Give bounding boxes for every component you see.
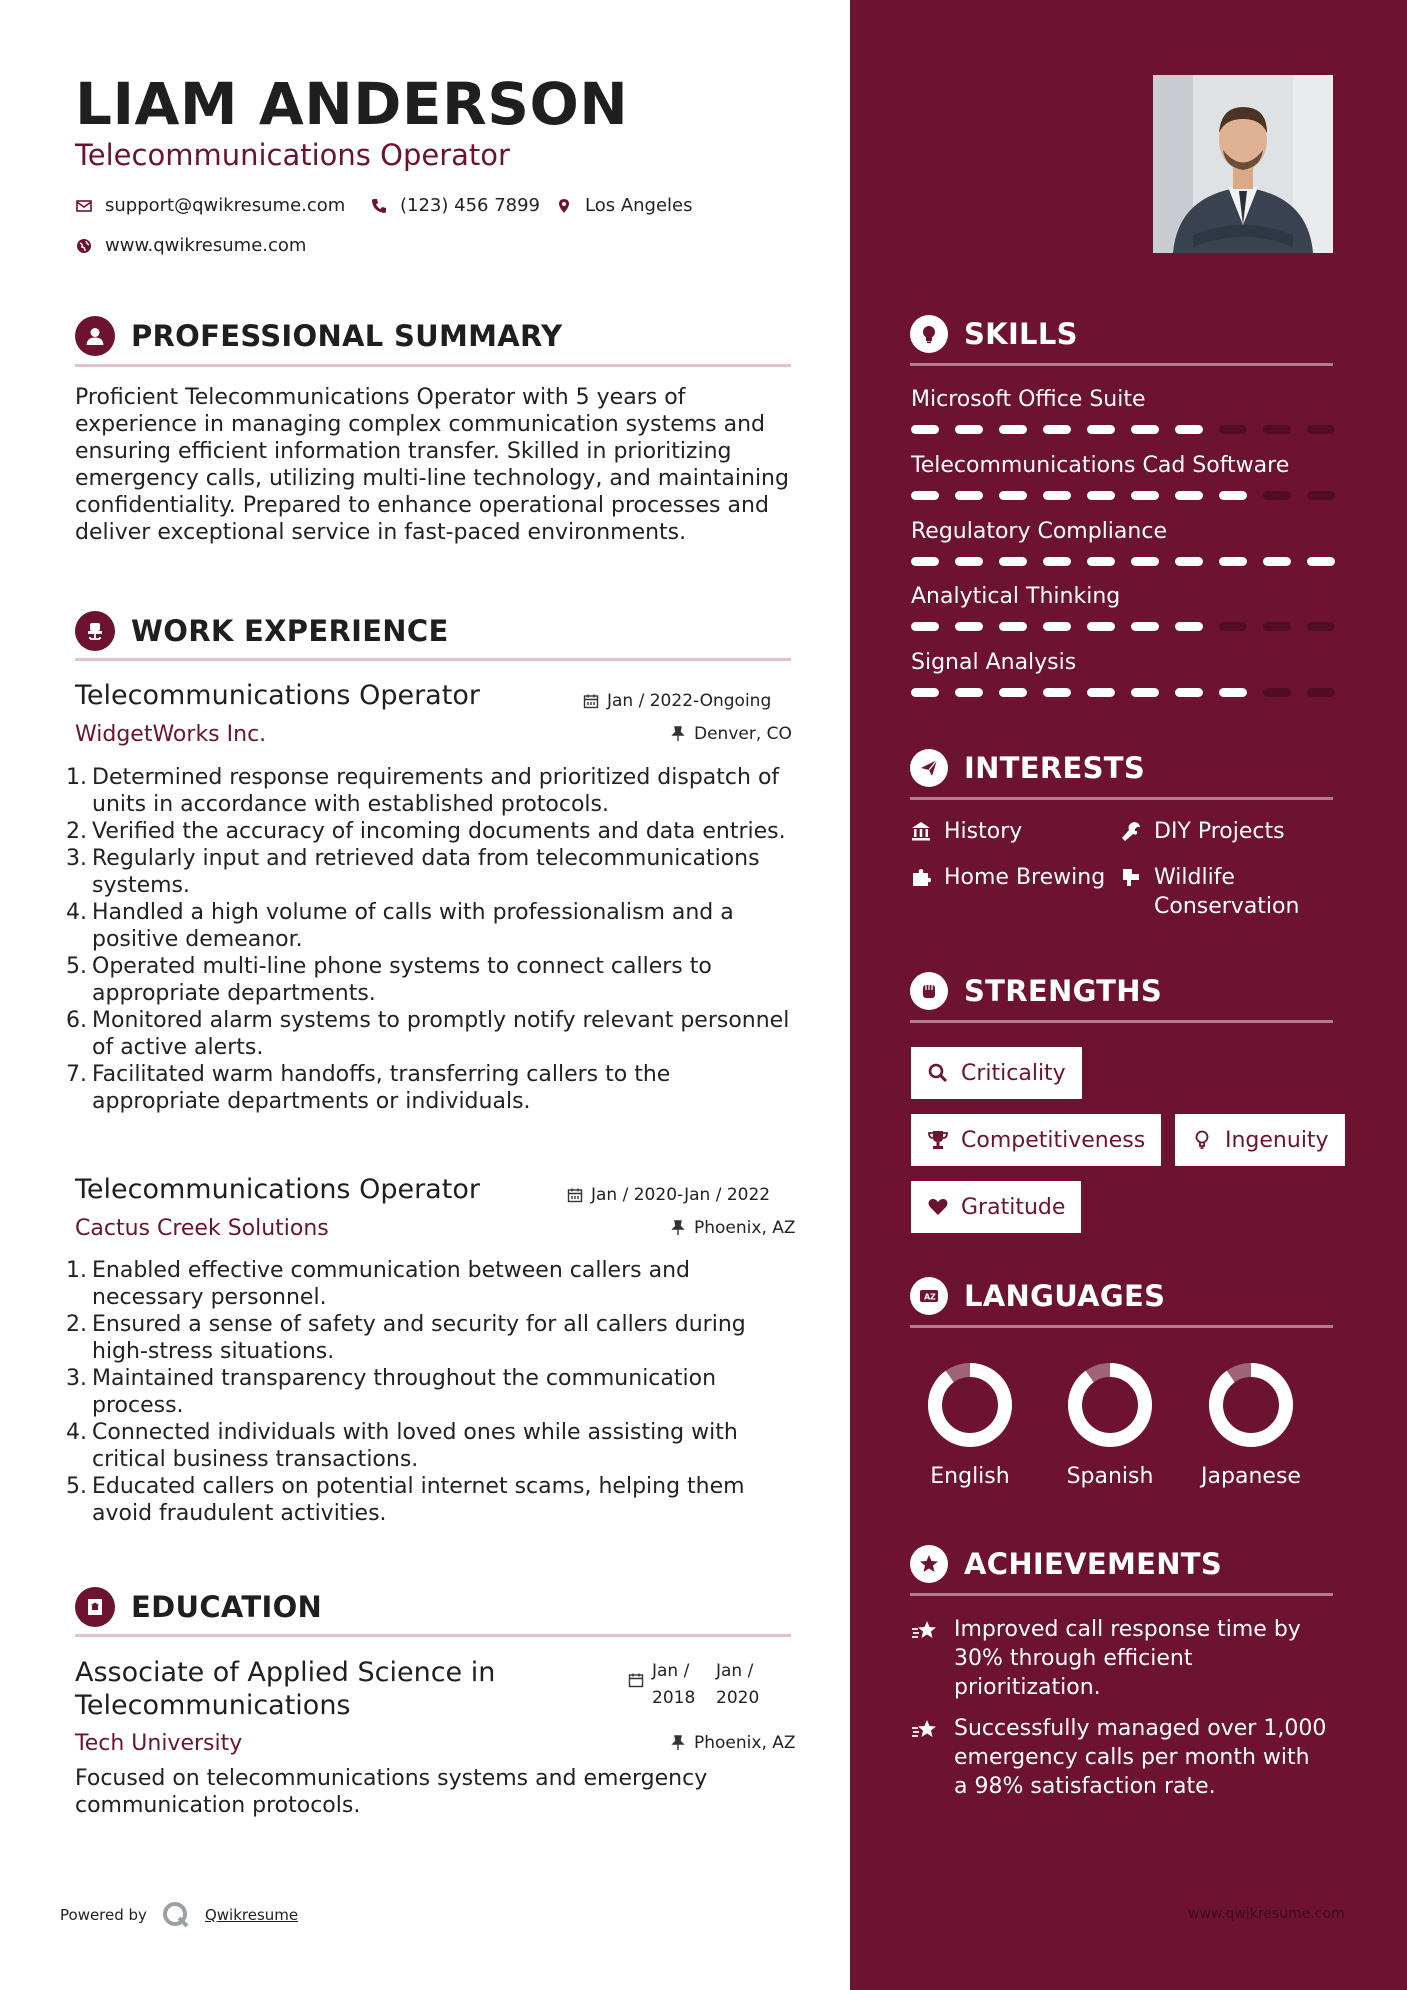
- interest-item: History: [910, 817, 1022, 846]
- experience-heading: WORK EXPERIENCE: [75, 611, 449, 651]
- wrench-icon: [1120, 820, 1142, 842]
- interests-divider: [910, 797, 1333, 800]
- skill-dash: [1175, 688, 1203, 697]
- strength-tag: Criticality: [911, 1047, 1082, 1099]
- experience-divider: [75, 658, 791, 661]
- language-proficiency-ring: [925, 1360, 1015, 1450]
- skill-level-bar: [911, 425, 1335, 434]
- pushpin-icon: [670, 1220, 686, 1236]
- strengths-heading: STRENGTHS: [910, 972, 1162, 1010]
- education-description: Focused on telecommunications systems and emergency communication protocols.: [75, 1766, 708, 1818]
- candidate-title: Telecommunications Operator: [75, 138, 510, 172]
- user-icon: [75, 316, 115, 356]
- svg-text:Z: Z: [930, 1292, 936, 1302]
- skill-dash: [1263, 688, 1291, 697]
- skill-dash: [999, 622, 1027, 631]
- skill-dash: [1263, 491, 1291, 500]
- pushpin-icon: [670, 1735, 686, 1751]
- strength-tag: Competitiveness: [911, 1114, 1161, 1166]
- qwikresume-logo-icon: [161, 1900, 191, 1930]
- skills-heading: SKILLS: [910, 315, 1078, 353]
- language-item: English: [920, 1360, 1020, 1489]
- museum-icon: [910, 820, 932, 842]
- sidebar-footer-url: www.qwikresume.com: [1188, 1906, 1345, 1922]
- achievements-divider: [910, 1593, 1333, 1596]
- skill-dash: [911, 491, 939, 500]
- achievements-heading: ACHIEVEMENTS: [910, 1545, 1222, 1583]
- skill-dash: [1087, 688, 1115, 697]
- list-item: 3. Regularly input and retrieved data from telecommunications systems.: [66, 846, 760, 898]
- skill-dash: [1219, 688, 1247, 697]
- strength-tag: Gratitude: [911, 1181, 1081, 1233]
- summary-heading: PROFESSIONAL SUMMARY: [75, 316, 562, 356]
- skill-dash: [1087, 557, 1115, 566]
- skill-dash: [1043, 622, 1071, 631]
- map-pin-icon: [555, 197, 573, 215]
- interest-item: DIY Projects: [1120, 817, 1285, 846]
- skill-dash: [1043, 425, 1071, 434]
- qwikresume-link[interactable]: Qwikresume: [204, 1906, 299, 1924]
- list-item: 1. Determined response requirements and prioritized dispatch of units in accordance with established protocols.: [66, 765, 780, 817]
- skill-dash: [1307, 622, 1335, 631]
- skill-dash: [1175, 557, 1203, 566]
- skill-dash: [1087, 622, 1115, 631]
- skill-dash: [1219, 557, 1247, 566]
- leaf-icon: [1120, 866, 1142, 888]
- list-item: 5. Operated multi-line phone systems to connect callers to appropriate departments.: [66, 954, 712, 1006]
- list-item: 1. Enabled effective communication between callers and necessary personnel.: [66, 1258, 690, 1310]
- envelope-icon: [75, 197, 93, 215]
- skill-name: Signal Analysis: [911, 650, 1077, 675]
- skill-dash: [999, 688, 1027, 697]
- skill-dash: [999, 491, 1027, 500]
- ring-fill: [1216, 1370, 1286, 1440]
- interest-item: Home Brewing: [910, 863, 1105, 892]
- email-text: support@qwikresume.com: [105, 195, 346, 216]
- company-name: Cactus Creek Solutions: [75, 1216, 329, 1241]
- list-item: 6. Monitored alarm systems to promptly notify relevant personnel of active alerts.: [66, 1008, 790, 1060]
- job-dates: Jan / 2020-Jan / 2022: [567, 1185, 770, 1205]
- skill-level-bar: [911, 622, 1335, 631]
- skill-dash: [911, 622, 939, 631]
- summary-text: Proficient Telecommunications Operator with 5 years of experience in managing complex communication systems and ensuring efficient information transfer. Skilled in prioritizing emergency calls, utilizing multi-line technology, and maintaining confidentiality. Prepared to enhance operational processes and deliver exceptional service in fast-paced environments.: [75, 385, 789, 545]
- lightbulb-icon: [910, 315, 948, 353]
- lightbulb-icon: [1191, 1129, 1213, 1151]
- strength-tag: Ingenuity: [1175, 1114, 1345, 1166]
- education-dates: Jan / 2018 Jan / 2020: [628, 1658, 772, 1712]
- location-text: Los Angeles: [585, 195, 693, 216]
- list-item: 4. Handled a high volume of calls with professionalism and a positive demeanor.: [66, 900, 734, 952]
- skill-dash: [1087, 491, 1115, 500]
- achievement-item: Improved call response time by 30% through efficient prioritization.: [910, 1615, 1301, 1702]
- language-item: Japanese: [1201, 1360, 1301, 1489]
- skill-dash: [1307, 491, 1335, 500]
- star-icon: [910, 1716, 940, 1746]
- languages-divider: [910, 1325, 1333, 1328]
- job-title: Telecommunications Operator: [75, 1174, 480, 1205]
- skill-dash: [1131, 622, 1159, 631]
- skill-dash: [955, 688, 983, 697]
- star-badge-icon: [910, 1545, 948, 1583]
- job-duties-list: [66, 764, 796, 1115]
- translate-icon: [910, 1277, 948, 1315]
- heart-icon: [927, 1196, 949, 1218]
- profile-photo: [1153, 75, 1333, 253]
- job-title: Telecommunications Operator: [75, 680, 480, 711]
- contact-website[interactable]: [75, 235, 306, 256]
- graduation-icon: [75, 1587, 115, 1627]
- skill-dash: [1263, 425, 1291, 434]
- ring-fill: [935, 1370, 1005, 1440]
- job-location: Phoenix, AZ: [670, 1218, 796, 1238]
- candidate-name: LIAM ANDERSON: [75, 70, 629, 138]
- education-divider: [75, 1634, 791, 1637]
- globe-icon: [75, 237, 93, 255]
- job-duties-list: [66, 1257, 796, 1527]
- skill-dash: [1131, 491, 1159, 500]
- skill-dash: [1219, 491, 1247, 500]
- skill-dash: [1307, 425, 1335, 434]
- fist-icon: [910, 972, 948, 1010]
- skill-dash: [911, 425, 939, 434]
- skill-dash: [955, 491, 983, 500]
- skill-dash: [1219, 622, 1247, 631]
- skill-dash: [1307, 557, 1335, 566]
- skill-name: Regulatory Compliance: [911, 519, 1167, 544]
- calendar-icon: [583, 693, 599, 709]
- paper-plane-icon: [910, 749, 948, 787]
- list-item: 2. Ensured a sense of safety and security for all callers during high-stress situations.: [66, 1312, 746, 1364]
- skill-dash: [999, 557, 1027, 566]
- degree-title: Associate of Applied Science in Telecommunications: [75, 1657, 496, 1721]
- skill-level-bar: [911, 557, 1335, 566]
- puzzle-icon: [910, 866, 932, 888]
- skill-dash: [1131, 688, 1159, 697]
- list-item: 7. Facilitated warm handoffs, transferring callers to the appropriate departments or individuals.: [66, 1062, 671, 1114]
- skill-dash: [955, 622, 983, 631]
- skill-dash: [1175, 491, 1203, 500]
- skill-dash: [1263, 557, 1291, 566]
- pushpin-icon: [670, 726, 686, 742]
- language-proficiency-ring: [1206, 1360, 1296, 1450]
- calendar-icon: [567, 1187, 583, 1203]
- summary-divider: [75, 364, 791, 367]
- star-icon: [910, 1617, 940, 1647]
- skill-dash: [1307, 688, 1335, 697]
- education-heading: EDUCATION: [75, 1587, 322, 1627]
- language-item: Spanish: [1060, 1360, 1160, 1489]
- search-icon: [927, 1062, 949, 1084]
- phone-icon: [370, 197, 388, 215]
- achievement-item: Successfully managed over 1,000 emergency calls per month with a 98% satisfaction rate.: [910, 1714, 1326, 1801]
- skill-dash: [955, 425, 983, 434]
- skill-dash: [1175, 425, 1203, 434]
- trophy-icon: [927, 1129, 949, 1151]
- skill-level-bar: [911, 688, 1335, 697]
- skill-dash: [999, 425, 1027, 434]
- skill-dash: [1043, 688, 1071, 697]
- contact-email[interactable]: [75, 195, 345, 216]
- job-location: Denver, CO: [670, 724, 792, 744]
- skill-name: Analytical Thinking: [911, 584, 1121, 609]
- school-name: Tech University: [75, 1731, 243, 1756]
- skill-dash: [1043, 491, 1071, 500]
- list-item: 4. Connected individuals with loved ones while assisting with critical business transactions.: [66, 1420, 738, 1472]
- language-proficiency-ring: [1065, 1360, 1155, 1450]
- skill-dash: [911, 688, 939, 697]
- interest-item: Wildlife Conservation: [1120, 863, 1299, 921]
- calendar-icon: [628, 1672, 644, 1688]
- skill-dash: [1087, 425, 1115, 434]
- skill-dash: [1131, 425, 1159, 434]
- skill-name: Telecommunications Cad Software: [911, 453, 1290, 478]
- skill-name: Microsoft Office Suite: [911, 387, 1146, 412]
- powered-by-footer: Powered by Qwikresume: [60, 1900, 298, 1930]
- list-item: 2. Verified the accuracy of incoming documents and data entries.: [66, 819, 786, 844]
- job-dates: Jan / 2022-Ongoing: [583, 691, 771, 711]
- skill-dash: [1043, 557, 1071, 566]
- list-item: 5. Educated callers on potential internet scams, helping them avoid fraudulent activities.: [66, 1474, 745, 1526]
- skill-level-bar: [911, 491, 1335, 500]
- skill-dash: [911, 557, 939, 566]
- list-item: 3. Maintained transparency throughout the communication process.: [66, 1366, 717, 1418]
- ring-fill: [1075, 1370, 1145, 1440]
- skills-divider: [910, 363, 1333, 366]
- skill-dash: [1219, 425, 1247, 434]
- contact-phone[interactable]: [370, 195, 540, 216]
- interests-heading: INTERESTS: [910, 749, 1145, 787]
- svg-text:A: A: [924, 1292, 931, 1302]
- phone-text: (123) 456 7899: [400, 195, 541, 216]
- skill-dash: [1263, 622, 1291, 631]
- languages-heading: A Z LANGUAGES: [910, 1277, 1165, 1315]
- skill-dash: [1131, 557, 1159, 566]
- chair-icon: [75, 611, 115, 651]
- skill-dash: [955, 557, 983, 566]
- skill-dash: [1175, 622, 1203, 631]
- website-text: www.qwikresume.com: [105, 235, 307, 256]
- strengths-divider: [910, 1020, 1333, 1023]
- contact-location: [555, 195, 693, 216]
- company-name: WidgetWorks Inc.: [75, 722, 267, 747]
- school-location: Phoenix, AZ: [670, 1733, 796, 1753]
